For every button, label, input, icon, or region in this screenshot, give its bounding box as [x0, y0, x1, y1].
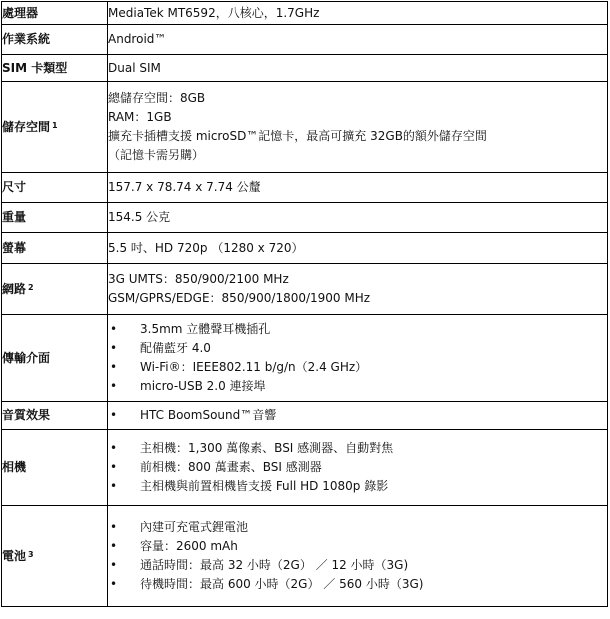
- spec-row-audio: [2, 402, 608, 430]
- spec-label: [2, 2, 108, 25]
- bullet-list: [108, 439, 607, 496]
- spec-row-camera: [2, 430, 608, 506]
- spec-label: [2, 264, 108, 315]
- spec-label-text: 音質效果: [2, 408, 51, 422]
- spec-value: [108, 506, 608, 607]
- spec-value-line: RAM：1GB: [108, 110, 172, 124]
- bullet-list: [108, 320, 607, 396]
- spec-label: [2, 506, 108, 607]
- spec-label-text: 電池: [2, 548, 27, 563]
- spec-value-line: Dual SIM: [108, 60, 161, 75]
- list-item: • HTC BoomSound™音響: [108, 406, 607, 425]
- spec-label-text: 處理器: [2, 5, 39, 20]
- footnote-marker: 1: [52, 120, 58, 130]
- spec-label-text: 重量: [2, 210, 27, 224]
- spec-label-text: 相機: [2, 460, 27, 474]
- spec-label: [2, 315, 108, 402]
- spec-label: [2, 233, 108, 264]
- spec-label-text: 尺寸: [2, 180, 27, 194]
- spec-row-os: [2, 25, 608, 55]
- spec-row-storage: [2, 82, 608, 173]
- spec-label-text: 螢幕: [2, 240, 27, 255]
- list-item: • 配備藍牙 4.0: [108, 339, 607, 358]
- list-item: • 通話時間：最高 32 小時（2G） ／ 12 小時（3G): [108, 556, 607, 575]
- spec-label: [2, 203, 108, 233]
- spec-value: [108, 203, 608, 233]
- spec-value-line: （記憶卡需另購）: [108, 148, 205, 162]
- spec-value-line: MediaTek MT6592，八核心，1.7GHz: [108, 5, 320, 20]
- spec-label: [2, 55, 108, 82]
- spec-row-sim: [2, 55, 608, 82]
- spec-value-line: GSM/GPRS/EDGE：850/900/1800/1900 MHz: [108, 291, 371, 305]
- spec-label: [2, 430, 108, 506]
- spec-value: [108, 25, 608, 55]
- spec-value-line: 157.7 x 78.74 x 7.74 公釐: [108, 180, 261, 194]
- list-item: • 待機時間：最高 600 小時（2G） ／ 560 小時（3G): [108, 575, 607, 594]
- list-item: • 3.5mm 立體聲耳機插孔: [108, 320, 607, 339]
- bullet-list: [108, 518, 607, 594]
- spec-value: [108, 430, 608, 506]
- spec-value: [108, 82, 608, 173]
- spec-label: [2, 402, 108, 430]
- spec-label-text: 儲存空間: [2, 119, 51, 134]
- list-item: • micro-USB 2.0 連接埠: [108, 377, 607, 396]
- spec-row-screen: [2, 233, 608, 264]
- spec-row-weight: [2, 203, 608, 233]
- bullet-list: [108, 406, 607, 425]
- spec-value-line: 總儲存空間：8GB: [108, 91, 206, 105]
- spec-label: [2, 82, 108, 173]
- spec-value-line: 3G UMTS：850/900/2100 MHz: [108, 272, 289, 286]
- spec-row-processor: [2, 2, 608, 25]
- list-item: • 容量：2600 mAh: [108, 537, 607, 556]
- spec-label: [2, 173, 108, 203]
- spec-value: [108, 173, 608, 203]
- list-item: • 前相機：800 萬畫素、BSI 感測器: [108, 458, 607, 477]
- spec-table: [1, 1, 608, 607]
- spec-label-text: SIM 卡類型: [2, 60, 68, 75]
- spec-value: [108, 233, 608, 264]
- spec-row-dimensions: [2, 173, 608, 203]
- spec-label-text: 作業系統: [2, 32, 51, 46]
- spec-row-connectivity: [2, 315, 608, 402]
- spec-value: [108, 315, 608, 402]
- spec-label-text: 傳輸介面: [2, 350, 51, 365]
- footnote-marker: 2: [28, 282, 34, 292]
- list-item: • 主相機與前置相機皆支援 Full HD 1080p 錄影: [108, 477, 607, 496]
- spec-value-line: 154.5 公克: [108, 210, 171, 224]
- spec-label-text: 網路: [2, 281, 27, 296]
- spec-row-network: [2, 264, 608, 315]
- spec-value: [108, 264, 608, 315]
- footnote-marker: 3: [28, 549, 34, 559]
- spec-label: [2, 25, 108, 55]
- list-item: • 主相機：1,300 萬像素、BSI 感測器、自動對焦: [108, 439, 607, 458]
- spec-value-line: 擴充卡插槽支援 microSD™記憶卡，最高可擴充 32GB的額外儲存空間: [108, 129, 487, 143]
- list-item: • 內建可充電式鋰電池: [108, 518, 607, 537]
- list-item: • Wi-Fi®：IEEE802.11 b/g/n（2.4 GHz）: [108, 358, 607, 377]
- spec-value: [108, 2, 608, 25]
- spec-value-line: Android™: [108, 32, 167, 46]
- spec-value: [108, 55, 608, 82]
- spec-value: [108, 402, 608, 430]
- spec-row-battery: [2, 506, 608, 607]
- spec-value-line: 5.5 吋、HD 720p （1280 x 720）: [108, 240, 304, 255]
